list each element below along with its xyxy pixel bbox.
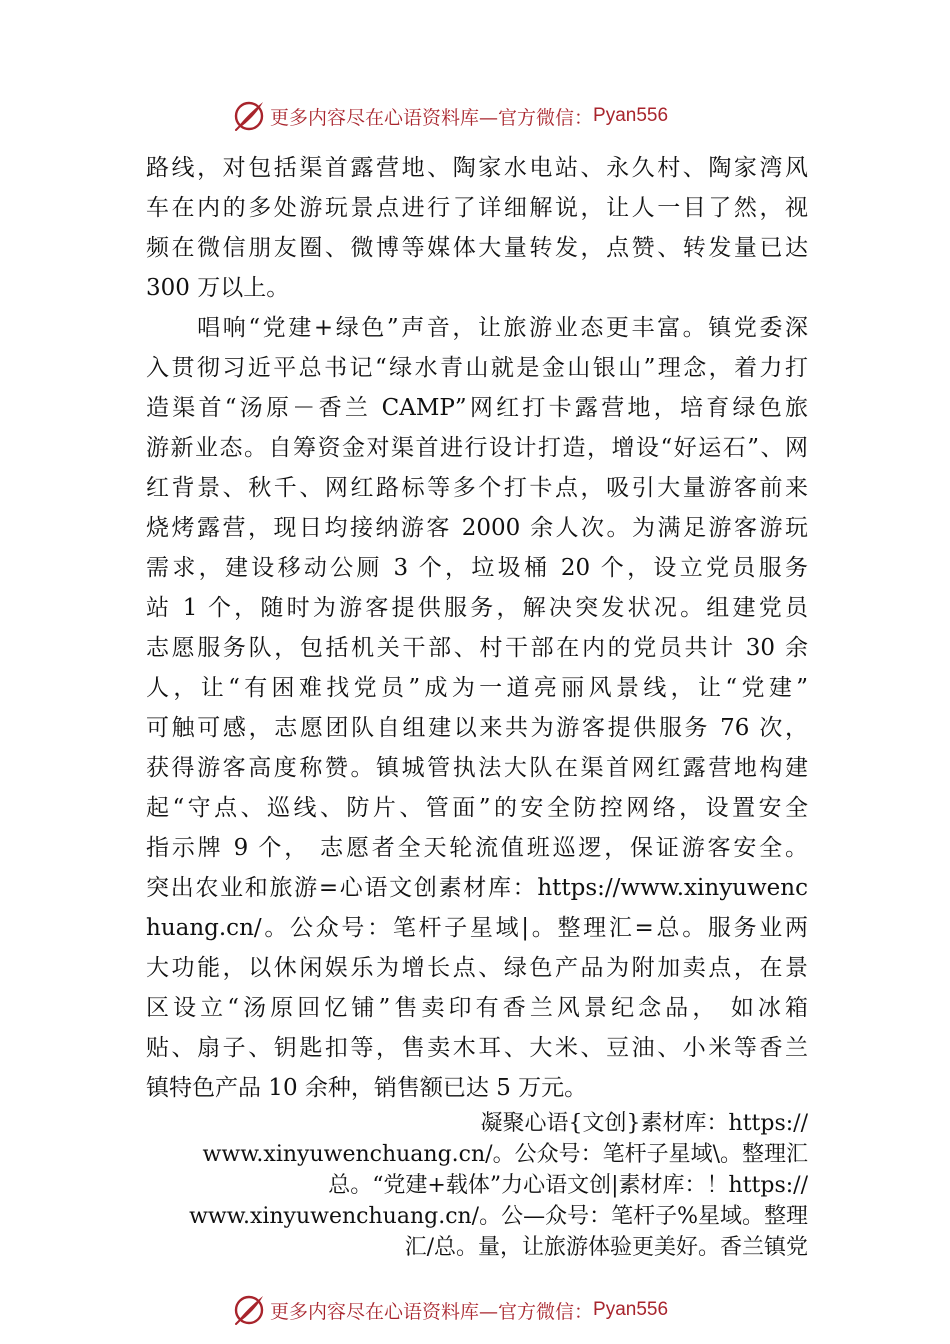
right-aligned-line: www.xinyuwenchuang.cn/。公众号：笔杆子星域\。整理汇	[202, 1142, 808, 1167]
body-line: 游新业态。自筹资金对渠首进行设计打造，增设“好运石”、网	[146, 435, 808, 461]
body-line: 造渠首“汤原－香兰 CAMP”网红打卡露营地，培育绿色旅	[146, 395, 808, 421]
header-banner-text: 更多内容尽在心语资料库—官方微信：	[270, 106, 594, 129]
body-line: 需求，建设移动公厕 3 个，垃圾桶 20 个，设立党员服务	[146, 555, 808, 581]
right-aligned-line: 总。“党建+载体”力心语文创|素材库：！https://	[328, 1173, 808, 1198]
body-line: 唱响“党建+绿色”声音，让旅游业态更丰富。镇党委深	[146, 315, 808, 341]
body-line: 频在微信朋友圈、微博等媒体大量转发，点赞、转发量已达	[146, 235, 808, 261]
body-line: 大功能，以休闲娱乐为增长点、绿色产品为附加卖点，在景	[146, 955, 808, 981]
footer-banner-text: 更多内容尽在心语资料库—官方微信：	[270, 1300, 594, 1323]
quill-pen-logo-icon	[232, 1293, 266, 1327]
body-line: 车在内的多处游玩景点进行了详细解说，让人一目了然，视	[146, 195, 808, 221]
body-line: 起“守点、巡线、防片、管面”的安全防控网络，设置安全	[146, 795, 808, 821]
body-line: 区设立“汤原回忆铺”售卖印有香兰风景纪念品， 如冰箱	[146, 995, 808, 1021]
right-aligned-block	[146, 1108, 808, 1263]
body-line: 贴、扇子、钥匙扣等，售卖木耳、大米、豆油、小米等香兰	[146, 1035, 808, 1061]
body-line: 红背景、秋千、网红路标等多个打卡点，吸引大量游客前来	[146, 475, 808, 501]
body-line: 人，让“有困难找党员”成为一道亮丽风景线，让“党建”	[146, 675, 808, 701]
body-line: 路线，对包括渠首露营地、陶家水电站、永久村、陶家湾风	[146, 155, 808, 181]
footer-wechat-id: Pyan556	[593, 1299, 669, 1320]
body-line: 300 万以上。	[146, 275, 290, 301]
body-line: 镇特色产品 10 余种，销售额已达 5 万元。	[146, 1075, 588, 1101]
body-line: 烧烤露营，现日均接纳游客 2000 余人次。为满足游客游玩	[146, 515, 808, 541]
header-wechat-id: Pyan556	[593, 105, 669, 126]
quill-pen-logo-icon	[232, 99, 266, 133]
body-line: 突出农业和旅游=心语文创素材库：https://www.xinyuwenc	[146, 875, 808, 901]
right-aligned-line: 汇/总。量，让旅游体验更美好。香兰镇党	[404, 1235, 808, 1260]
page-footer-banner	[232, 1290, 668, 1330]
document-body	[146, 148, 808, 1108]
body-line: 指示牌 9 个， 志愿者全天轮流值班巡逻，保证游客安全。	[146, 835, 808, 861]
body-line: 志愿服务队，包括机关干部、村干部在内的党员共计 30 余	[146, 635, 808, 661]
body-line: 获得游客高度称赞。镇城管执法大队在渠首网红露营地构建	[146, 755, 808, 781]
body-line: 可触可感，志愿团队自组建以来共为游客提供服务 76 次，	[146, 715, 808, 741]
right-aligned-line: 凝聚心语{文创}素材库：https://	[480, 1111, 808, 1136]
body-line: 站 1 个，随时为游客提供服务，解决突发状况。组建党员	[146, 595, 808, 621]
right-aligned-line: www.xinyuwenchuang.cn/。公—众号：笔杆子%星域。整理	[189, 1204, 808, 1229]
body-line: 入贯彻习近平总书记“绿水青山就是金山银山”理念，着力打	[146, 355, 808, 381]
page-header-banner	[232, 96, 668, 136]
body-line: huang.cn/。公众号：笔杆子星域|。整理汇=总。服务业两	[146, 915, 808, 941]
